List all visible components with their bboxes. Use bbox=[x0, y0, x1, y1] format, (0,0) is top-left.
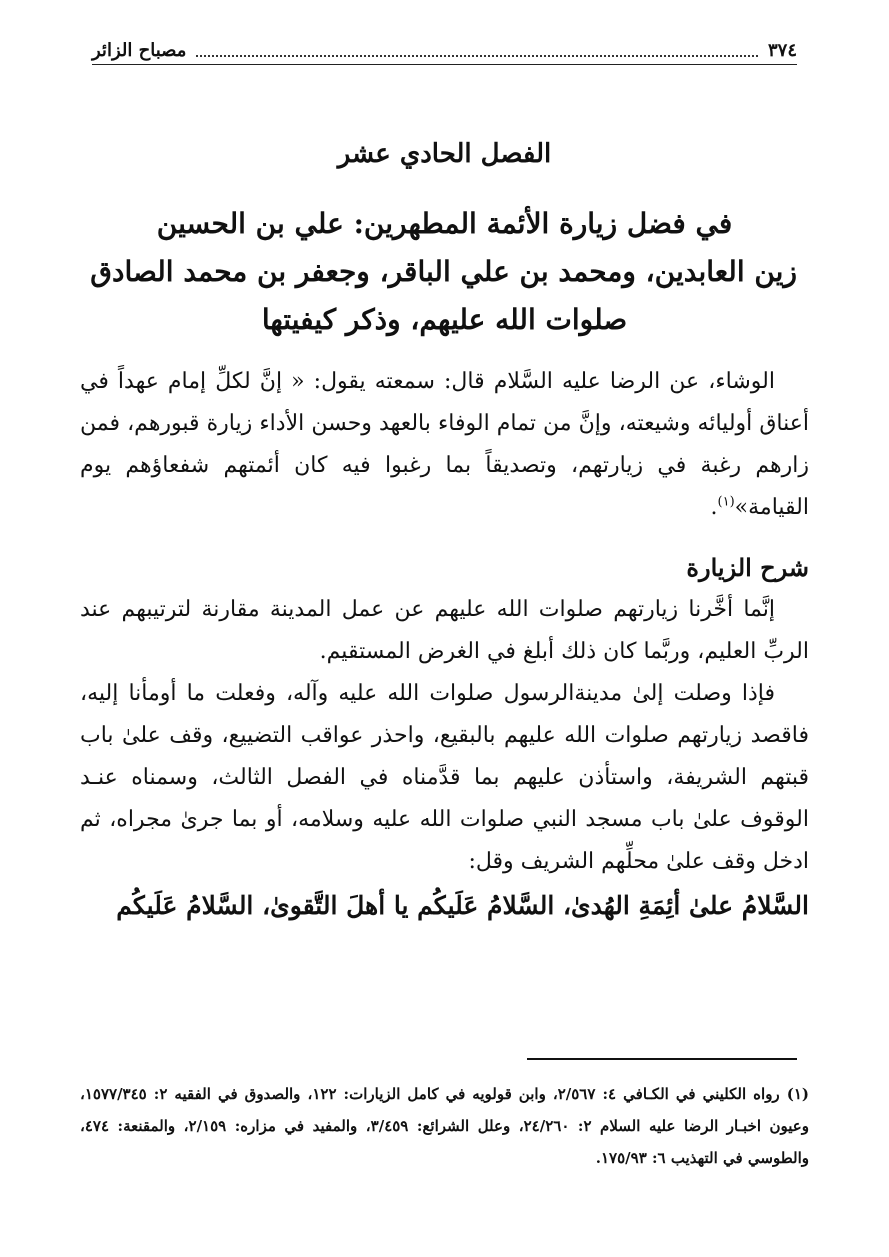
paragraph-gap bbox=[80, 529, 809, 543]
footnotes bbox=[80, 1078, 809, 1174]
section-heading-line-1: في فضل زيارة الأئمة المطهرين: علي بن الحسين bbox=[156, 207, 733, 240]
leader-dots bbox=[196, 55, 758, 57]
body-text bbox=[80, 361, 809, 927]
footnote-reference: (١) bbox=[717, 494, 735, 510]
commentary-heading: شرح الزيارة bbox=[686, 553, 809, 582]
narration-paragraph bbox=[80, 361, 809, 529]
section-heading-line-2: زين العابدين، ومحمد بن علي الباقر، وجعفر بن محمد الصادق bbox=[90, 255, 797, 288]
narration-end: . bbox=[710, 495, 718, 520]
section-heading bbox=[92, 200, 797, 344]
footnote-separator bbox=[527, 1058, 797, 1060]
section-heading-line-3: صلوات الله عليهم، وذكر كيفيتها bbox=[261, 303, 628, 336]
commentary-paragraph-2: فإذا وصلت إلىٰ مدينةالرسول صلوات الله عليه وآله، وفعلت ما أومأنا إليه، فاقصد زيارتهم صلوات الله عليهم بالبقيع، واحذر عواقب التضييع، وقف علىٰ باب قبتهم الشريفة، واستأذن عليهم بما قدَّمناه في الفصل الثالث، وسمناه عنـد الوقوف علىٰ باب مسجد النبي صلوات الله عليه وسلامه، أو بما جرىٰ مجراه، ثم ادخل وقف علىٰ محلِّهم الشريف وقل: bbox=[80, 681, 809, 874]
page-number: ٣٧٤ bbox=[767, 40, 797, 61]
narration-text: الوشاء، عن الرضا عليه السَّلام قال: سمعته يقول: « إنَّ لكلِّ إمام عهداً في أعناق أوليائه وشيعته، وإنَّ من تمام الوفاء بالعهد وحسن الأداء زيارة قبورهم، فمن زارهم رغبة في زيارتهم، وتصديقاً بما رغبوا فيه كان أئمتهم شفعاؤهم يوم القيامة» bbox=[80, 369, 809, 520]
salutation-text: السَّلامُ علىٰ أئِمَةِ الهُدىٰ، السَّلامُ عَلَيكُم يا أهلَ التَّقوىٰ، السَّلامُ عَلَيكُم bbox=[116, 891, 809, 920]
chapter-title: الفصل الحادي عشر bbox=[337, 139, 552, 169]
book-title: مصباح الزائر bbox=[92, 40, 187, 61]
running-header bbox=[92, 34, 797, 65]
footnote-1: (١) رواه الكليني في الكـافي ٤: ٢/٥٦٧، وابن قولويه في كامل الزيارات: ١٢٢، والصدوق في الفقيه ٢: ١٥٧٧/٣٤٥، وعيون اخبـار الرضا عليه السلام ٢: ٢٤/٢٦٠، وعلل الشرائع: ٣/٤٥٩، والمفيد في مزاره: ٢/١٥٩، والمقنعة: ٤٧٤، والطوسي في التهذيب ٦: ١٧٥/٩٣. bbox=[80, 1085, 810, 1167]
commentary-paragraph-1: إنَّما أخَّرنا زيارتهم صلوات الله عليهم عن عمل المدينة مقارنة لترتيبهم عند الربِّ العليم، وربَّما كان ذلك أبلغ في الغرض المستقيم. bbox=[80, 597, 809, 664]
